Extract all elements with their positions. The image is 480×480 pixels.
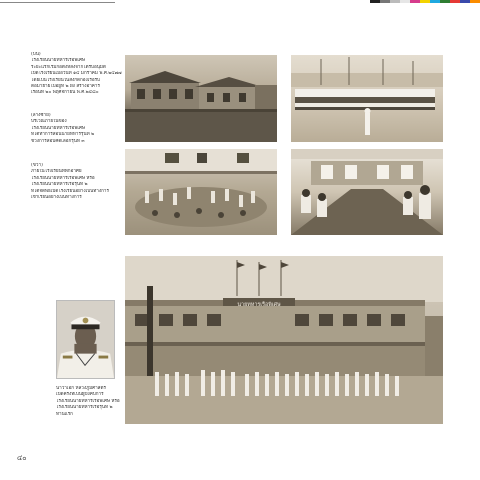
color-swatch (400, 0, 410, 3)
crop-mark (0, 2, 115, 3)
color-swatch (450, 0, 460, 3)
page-number: ๔๐ (17, 454, 27, 462)
building-sign: นายทหารเรือพิเศษ (237, 302, 281, 308)
caption-line: ภายในโรงเรียนที่พักอาศัย (31, 169, 82, 175)
photo-school-headquarters-art (125, 256, 443, 424)
color-swatch (390, 0, 400, 3)
photo-classroom-interior (291, 149, 443, 235)
color-swatch (420, 0, 430, 3)
photo-school-courtyard (125, 149, 277, 235)
commander-portrait (56, 300, 115, 379)
photo-school-courtyard-art (125, 149, 277, 235)
caption-line: โรงเรียนนายทหารเรือรุ่นที่ ๒ (56, 405, 113, 411)
color-swatch (380, 0, 390, 3)
caption-line: โดยเป็นโรงเรียนในสังกัดกองเรือรบ (31, 77, 100, 83)
caption-line: เปิดโรงเรียนเมื่อวันที่ ๑๔ มกราคม พ.ศ.๒๔๗๗ (31, 71, 122, 77)
caption-top (31, 52, 123, 97)
caption-line: เปิดครั้งที่เป็นผู้บังคับการ (56, 392, 104, 398)
caption-line: ช่วงการสอบคัดเลือกรุ่นที่ ๓ (31, 138, 85, 144)
caption-bottom-left (31, 113, 123, 145)
photo-classroom-interior-art (291, 149, 443, 235)
caption-right (31, 163, 123, 201)
caption-line: โรงเรียนนายทหารเรือพิเศษ หรือ (56, 398, 120, 404)
color-swatch (410, 0, 420, 3)
caption-line: บริเวณภายในของ (31, 119, 67, 125)
caption-line: (ล่างซ้าย) (31, 113, 51, 118)
caption-portrait (56, 386, 126, 418)
caption-line: ท่านแรก (56, 411, 73, 417)
caption-line: ต่อมาย้ายไปอยู่ที่ ๒ ฝั่ง สร้างอาคาร (31, 84, 100, 90)
caption-line: เข้าเรียนอย่างเป็นทางการ (31, 195, 82, 201)
caption-line: (บน) (31, 52, 41, 57)
caption-line: โรงเรียนนายทหารเรือพิเศษ (31, 125, 85, 131)
caption-line: ที่ได้ทำการสอนนายทหารรุ่นที่ ๒ (31, 132, 95, 138)
photo-school-building (125, 55, 277, 142)
color-swatch (430, 0, 440, 3)
photo-school-building-art (125, 55, 277, 142)
caption-line: เรือนที่ ๒๐ พฤศจิกายน พ.ศ.๒๔๘๐ (31, 90, 99, 96)
photo-school-headquarters (125, 256, 443, 424)
caption-line: ที่ได้จัดพิธีเปิดโรงเรียนอย่างเป็นทางการ (31, 188, 109, 194)
color-swatch (460, 0, 470, 3)
caption-line: ระยะแรกเริ่มก่อตั้งหลังจากได้รับอนุมัติ (31, 64, 106, 70)
caption-line: นาวาเอก หลวงภูมิศาสตร์ (56, 386, 106, 391)
photo-parade-formation-art (291, 55, 443, 142)
photo-parade-formation (291, 55, 443, 142)
commander-portrait-art (57, 301, 114, 378)
color-swatch (370, 0, 380, 3)
caption-line: โรงเรียนนายทหารเรือรุ่นที่ ๒ (31, 182, 88, 188)
color-swatch (440, 0, 450, 3)
caption-line: (ขวา) (31, 163, 43, 168)
color-swatch (470, 0, 480, 3)
print-color-bar (370, 0, 480, 3)
caption-line: โรงเรียนนายทหารเรือพิเศษ (31, 58, 85, 64)
caption-line: โรงเรียนนายทหารเรือพิเศษ หรือ (31, 175, 95, 181)
